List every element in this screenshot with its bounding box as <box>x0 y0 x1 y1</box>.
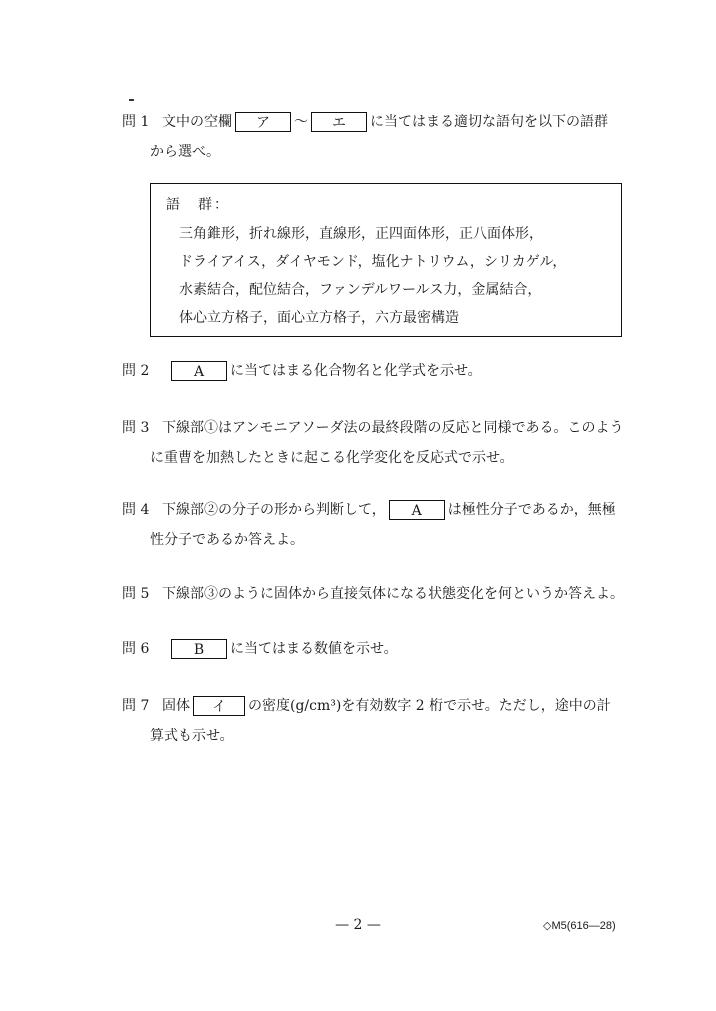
question-text: に当てはまる数値を示せ。 <box>230 641 398 657</box>
question-4 <box>122 500 616 520</box>
exam-code: ◇M5(616—28) <box>543 920 616 932</box>
question-3 <box>122 418 623 438</box>
question-text: 下線部①はアンモニアソーダ法の最終段階の反応と同様である。このよう <box>162 420 624 436</box>
question-number: 問 1 <box>122 114 150 130</box>
question-number: 問 7 <box>122 698 150 714</box>
question-number: 問 5 <box>122 586 150 602</box>
question-5 <box>122 584 624 604</box>
question-text: に当てはまる化合物名と化学式を示せ。 <box>230 363 482 379</box>
stray-mark <box>129 99 134 101</box>
question-number: 問 4 <box>122 502 150 518</box>
question-text: 固体 <box>162 698 190 714</box>
blank-e-box: エ <box>311 112 367 132</box>
question-text: 下線部③のように固体から直接気体になる状態変化を何というか答えよ。 <box>162 586 624 602</box>
question-number: 問 2 <box>122 363 150 379</box>
question-7-continuation: 算式も示せ。 <box>150 728 234 744</box>
blank-a-box: A <box>389 500 445 520</box>
page-number: — 2 — <box>335 917 381 933</box>
word-list-line: 水素結合，配位結合，ファンデルワールス力，金属結合， <box>179 282 542 298</box>
word-list-box <box>150 183 622 337</box>
question-number: 問 3 <box>122 420 150 436</box>
blank-a-box: ア <box>235 112 291 132</box>
question-text: の密度(g/cm³)を有効数字 2 桁で示せ。ただし，途中の計 <box>248 698 611 714</box>
question-3-continuation: に重曹を加熱したときに起こる化学変化を反応式で示せ。 <box>150 450 514 466</box>
tilde: ～ <box>294 114 308 130</box>
question-2 <box>122 361 482 381</box>
blank-a-box: A <box>171 361 227 381</box>
question-text: 下線部②の分子の形から判断して， <box>162 502 386 518</box>
question-number: 問 6 <box>122 641 150 657</box>
question-7 <box>122 696 611 716</box>
word-list-line: ドライアイス，ダイヤモンド，塩化ナトリウム，シリカゲル， <box>179 254 567 270</box>
question-1-continuation: から選べ。 <box>150 144 220 160</box>
question-1 <box>122 112 608 132</box>
word-list-line: 体心立方格子，面心立方格子，六方最密構造 <box>179 310 459 326</box>
word-list-line: 三角錐形，折れ線形，直線形，正四面体形，正八面体形， <box>179 226 543 242</box>
question-text: は極性分子であるか，無極 <box>447 502 616 518</box>
blank-b-box: B <box>171 639 227 659</box>
question-4-continuation: 性分子であるか答えよ。 <box>150 532 304 548</box>
question-6 <box>122 639 398 659</box>
question-text: 文中の空欄 <box>162 114 232 130</box>
question-text: に当てはまる適切な語句を以下の語群 <box>370 114 608 130</box>
word-list-header: 語 群： <box>166 197 230 213</box>
blank-i-box: イ <box>193 696 245 716</box>
